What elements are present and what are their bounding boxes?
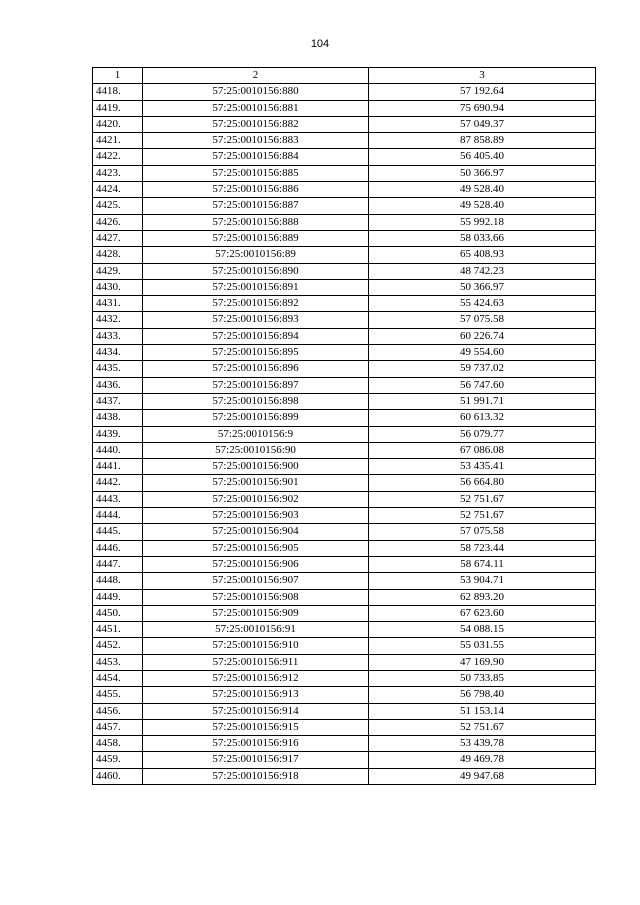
table-row <box>93 622 596 638</box>
row-number: 4452. <box>93 638 143 654</box>
cadastral-number: 57:25:0010156:896 <box>143 361 369 377</box>
page-number: 104 <box>310 38 330 50</box>
cadastral-number: 57:25:0010156:915 <box>143 719 369 735</box>
cadastral-value: 56 798.40 <box>369 687 596 703</box>
table-row <box>93 573 596 589</box>
table-row <box>93 736 596 752</box>
cadastral-number: 57:25:0010156:918 <box>143 768 369 784</box>
cadastral-value: 55 992.18 <box>369 214 596 230</box>
row-number: 4425. <box>93 198 143 214</box>
table-row <box>93 165 596 181</box>
cadastral-value: 48 742.23 <box>369 263 596 279</box>
row-number: 4429. <box>93 263 143 279</box>
cadastral-value: 49 528.40 <box>369 182 596 198</box>
table-row <box>93 752 596 768</box>
cadastral-number: 57:25:0010156:907 <box>143 573 369 589</box>
header-col-3: 3 <box>369 68 596 84</box>
row-number: 4454. <box>93 670 143 686</box>
header-col-1: 1 <box>93 68 143 84</box>
cadastral-value: 56 747.60 <box>369 377 596 393</box>
row-number: 4439. <box>93 426 143 442</box>
row-number: 4435. <box>93 361 143 377</box>
table-row <box>93 508 596 524</box>
cadastral-number: 57:25:0010156:909 <box>143 605 369 621</box>
cadastral-number: 57:25:0010156:882 <box>143 116 369 132</box>
cadastral-number: 57:25:0010156:901 <box>143 475 369 491</box>
table-row <box>93 345 596 361</box>
cadastral-number: 57:25:0010156:885 <box>143 165 369 181</box>
table-row <box>93 393 596 409</box>
cadastral-number: 57:25:0010156:900 <box>143 459 369 475</box>
cadastral-number: 57:25:0010156:881 <box>143 100 369 116</box>
row-number: 4418. <box>93 84 143 100</box>
cadastral-value: 58 723.44 <box>369 540 596 556</box>
row-number: 4448. <box>93 573 143 589</box>
table-row <box>93 475 596 491</box>
row-number: 4444. <box>93 508 143 524</box>
cadastral-number: 57:25:0010156:911 <box>143 654 369 670</box>
row-number: 4428. <box>93 247 143 263</box>
row-number: 4447. <box>93 556 143 572</box>
row-number: 4458. <box>93 736 143 752</box>
row-number: 4449. <box>93 589 143 605</box>
row-number: 4440. <box>93 442 143 458</box>
table-row <box>93 524 596 540</box>
row-number: 4437. <box>93 393 143 409</box>
row-number: 4460. <box>93 768 143 784</box>
table-row <box>93 605 596 621</box>
cadastral-number: 57:25:0010156:914 <box>143 703 369 719</box>
table-row <box>93 687 596 703</box>
row-number: 4430. <box>93 279 143 295</box>
row-number: 4446. <box>93 540 143 556</box>
table-row <box>93 230 596 246</box>
table-row <box>93 768 596 784</box>
table-row <box>93 149 596 165</box>
table-row <box>93 328 596 344</box>
row-number: 4443. <box>93 491 143 507</box>
table-row <box>93 719 596 735</box>
cadastral-value: 53 439.78 <box>369 736 596 752</box>
table-row <box>93 84 596 100</box>
cadastral-number: 57:25:0010156:90 <box>143 442 369 458</box>
cadastral-number: 57:25:0010156:893 <box>143 312 369 328</box>
cadastral-value: 67 086.08 <box>369 442 596 458</box>
cadastral-number: 57:25:0010156:906 <box>143 556 369 572</box>
table-row <box>93 703 596 719</box>
table-row <box>93 100 596 116</box>
table-row <box>93 459 596 475</box>
table-row <box>93 670 596 686</box>
row-number: 4453. <box>93 654 143 670</box>
row-number: 4450. <box>93 605 143 621</box>
cadastral-number: 57:25:0010156:916 <box>143 736 369 752</box>
cadastral-value: 55 031.55 <box>369 638 596 654</box>
row-number: 4421. <box>93 133 143 149</box>
cadastral-number: 57:25:0010156:913 <box>143 687 369 703</box>
cadastral-number: 57:25:0010156:917 <box>143 752 369 768</box>
cadastral-value: 56 664.80 <box>369 475 596 491</box>
cadastral-number: 57:25:0010156:910 <box>143 638 369 654</box>
cadastral-value: 56 405.40 <box>369 149 596 165</box>
header-col-2: 2 <box>143 68 369 84</box>
cadastral-value: 49 554.60 <box>369 345 596 361</box>
row-number: 4451. <box>93 622 143 638</box>
cadastral-value: 50 366.97 <box>369 279 596 295</box>
table-row <box>93 133 596 149</box>
cadastral-number: 57:25:0010156:905 <box>143 540 369 556</box>
cadastral-number: 57:25:0010156:890 <box>143 263 369 279</box>
table-row <box>93 247 596 263</box>
table-row <box>93 491 596 507</box>
table-row <box>93 279 596 295</box>
table-row <box>93 589 596 605</box>
cadastral-value: 52 751.67 <box>369 719 596 735</box>
cadastral-value: 49 947.68 <box>369 768 596 784</box>
table-row <box>93 296 596 312</box>
cadastral-value: 67 623.60 <box>369 605 596 621</box>
cadastral-value: 59 737.02 <box>369 361 596 377</box>
cadastral-table <box>92 67 596 785</box>
cadastral-number: 57:25:0010156:91 <box>143 622 369 638</box>
cadastral-value: 53 904.71 <box>369 573 596 589</box>
row-number: 4422. <box>93 149 143 165</box>
row-number: 4427. <box>93 230 143 246</box>
cadastral-number: 57:25:0010156:903 <box>143 508 369 524</box>
cadastral-value: 58 033.66 <box>369 230 596 246</box>
cadastral-value: 56 079.77 <box>369 426 596 442</box>
cadastral-number: 57:25:0010156:884 <box>143 149 369 165</box>
row-number: 4445. <box>93 524 143 540</box>
cadastral-value: 62 893.20 <box>369 589 596 605</box>
cadastral-number: 57:25:0010156:895 <box>143 345 369 361</box>
row-number: 4433. <box>93 328 143 344</box>
cadastral-value: 52 751.67 <box>369 491 596 507</box>
cadastral-number: 57:25:0010156:904 <box>143 524 369 540</box>
cadastral-number: 57:25:0010156:883 <box>143 133 369 149</box>
cadastral-number: 57:25:0010156:880 <box>143 84 369 100</box>
table-row <box>93 182 596 198</box>
cadastral-number: 57:25:0010156:887 <box>143 198 369 214</box>
cadastral-number: 57:25:0010156:892 <box>143 296 369 312</box>
cadastral-value: 49 469.78 <box>369 752 596 768</box>
cadastral-value: 60 226.74 <box>369 328 596 344</box>
cadastral-value: 51 153.14 <box>369 703 596 719</box>
cadastral-value: 65 408.93 <box>369 247 596 263</box>
row-number: 4419. <box>93 100 143 116</box>
row-number: 4420. <box>93 116 143 132</box>
cadastral-value: 60 613.32 <box>369 410 596 426</box>
cadastral-number: 57:25:0010156:891 <box>143 279 369 295</box>
cadastral-number: 57:25:0010156:886 <box>143 182 369 198</box>
cadastral-value: 87 858.89 <box>369 133 596 149</box>
table-row <box>93 638 596 654</box>
cadastral-number: 57:25:0010156:89 <box>143 247 369 263</box>
cadastral-value: 58 674.11 <box>369 556 596 572</box>
cadastral-number: 57:25:0010156:898 <box>143 393 369 409</box>
cadastral-value: 50 366.97 <box>369 165 596 181</box>
cadastral-value: 49 528.40 <box>369 198 596 214</box>
table-body <box>93 84 596 785</box>
table-header <box>93 68 596 84</box>
cadastral-number: 57:25:0010156:9 <box>143 426 369 442</box>
cadastral-number: 57:25:0010156:889 <box>143 230 369 246</box>
cadastral-number: 57:25:0010156:894 <box>143 328 369 344</box>
row-number: 4459. <box>93 752 143 768</box>
cadastral-number: 57:25:0010156:897 <box>143 377 369 393</box>
row-number: 4457. <box>93 719 143 735</box>
row-number: 4436. <box>93 377 143 393</box>
row-number: 4426. <box>93 214 143 230</box>
cadastral-value: 57 075.58 <box>369 312 596 328</box>
cadastral-value: 57 075.58 <box>369 524 596 540</box>
cadastral-value: 53 435.41 <box>369 459 596 475</box>
cadastral-number: 57:25:0010156:908 <box>143 589 369 605</box>
row-number: 4431. <box>93 296 143 312</box>
row-number: 4438. <box>93 410 143 426</box>
table-row <box>93 556 596 572</box>
cadastral-number: 57:25:0010156:888 <box>143 214 369 230</box>
table-row <box>93 442 596 458</box>
table-row <box>93 263 596 279</box>
table-row <box>93 377 596 393</box>
table-row <box>93 410 596 426</box>
cadastral-value: 54 088.15 <box>369 622 596 638</box>
cadastral-value: 51 991.71 <box>369 393 596 409</box>
cadastral-value: 57 192.64 <box>369 84 596 100</box>
table-row <box>93 540 596 556</box>
cadastral-number: 57:25:0010156:902 <box>143 491 369 507</box>
cadastral-value: 47 169.90 <box>369 654 596 670</box>
table-row <box>93 361 596 377</box>
cadastral-value: 57 049.37 <box>369 116 596 132</box>
cadastral-value: 55 424.63 <box>369 296 596 312</box>
row-number: 4424. <box>93 182 143 198</box>
table-row <box>93 198 596 214</box>
table-row <box>93 426 596 442</box>
row-number: 4434. <box>93 345 143 361</box>
table-row <box>93 214 596 230</box>
table-row <box>93 654 596 670</box>
cadastral-number: 57:25:0010156:899 <box>143 410 369 426</box>
cadastral-number: 57:25:0010156:912 <box>143 670 369 686</box>
row-number: 4423. <box>93 165 143 181</box>
header-row <box>93 68 596 84</box>
table-row <box>93 312 596 328</box>
cadastral-value: 52 751.67 <box>369 508 596 524</box>
cadastral-value: 75 690.94 <box>369 100 596 116</box>
table-row <box>93 116 596 132</box>
row-number: 4432. <box>93 312 143 328</box>
row-number: 4456. <box>93 703 143 719</box>
cadastral-value: 50 733.85 <box>369 670 596 686</box>
row-number: 4442. <box>93 475 143 491</box>
row-number: 4441. <box>93 459 143 475</box>
row-number: 4455. <box>93 687 143 703</box>
